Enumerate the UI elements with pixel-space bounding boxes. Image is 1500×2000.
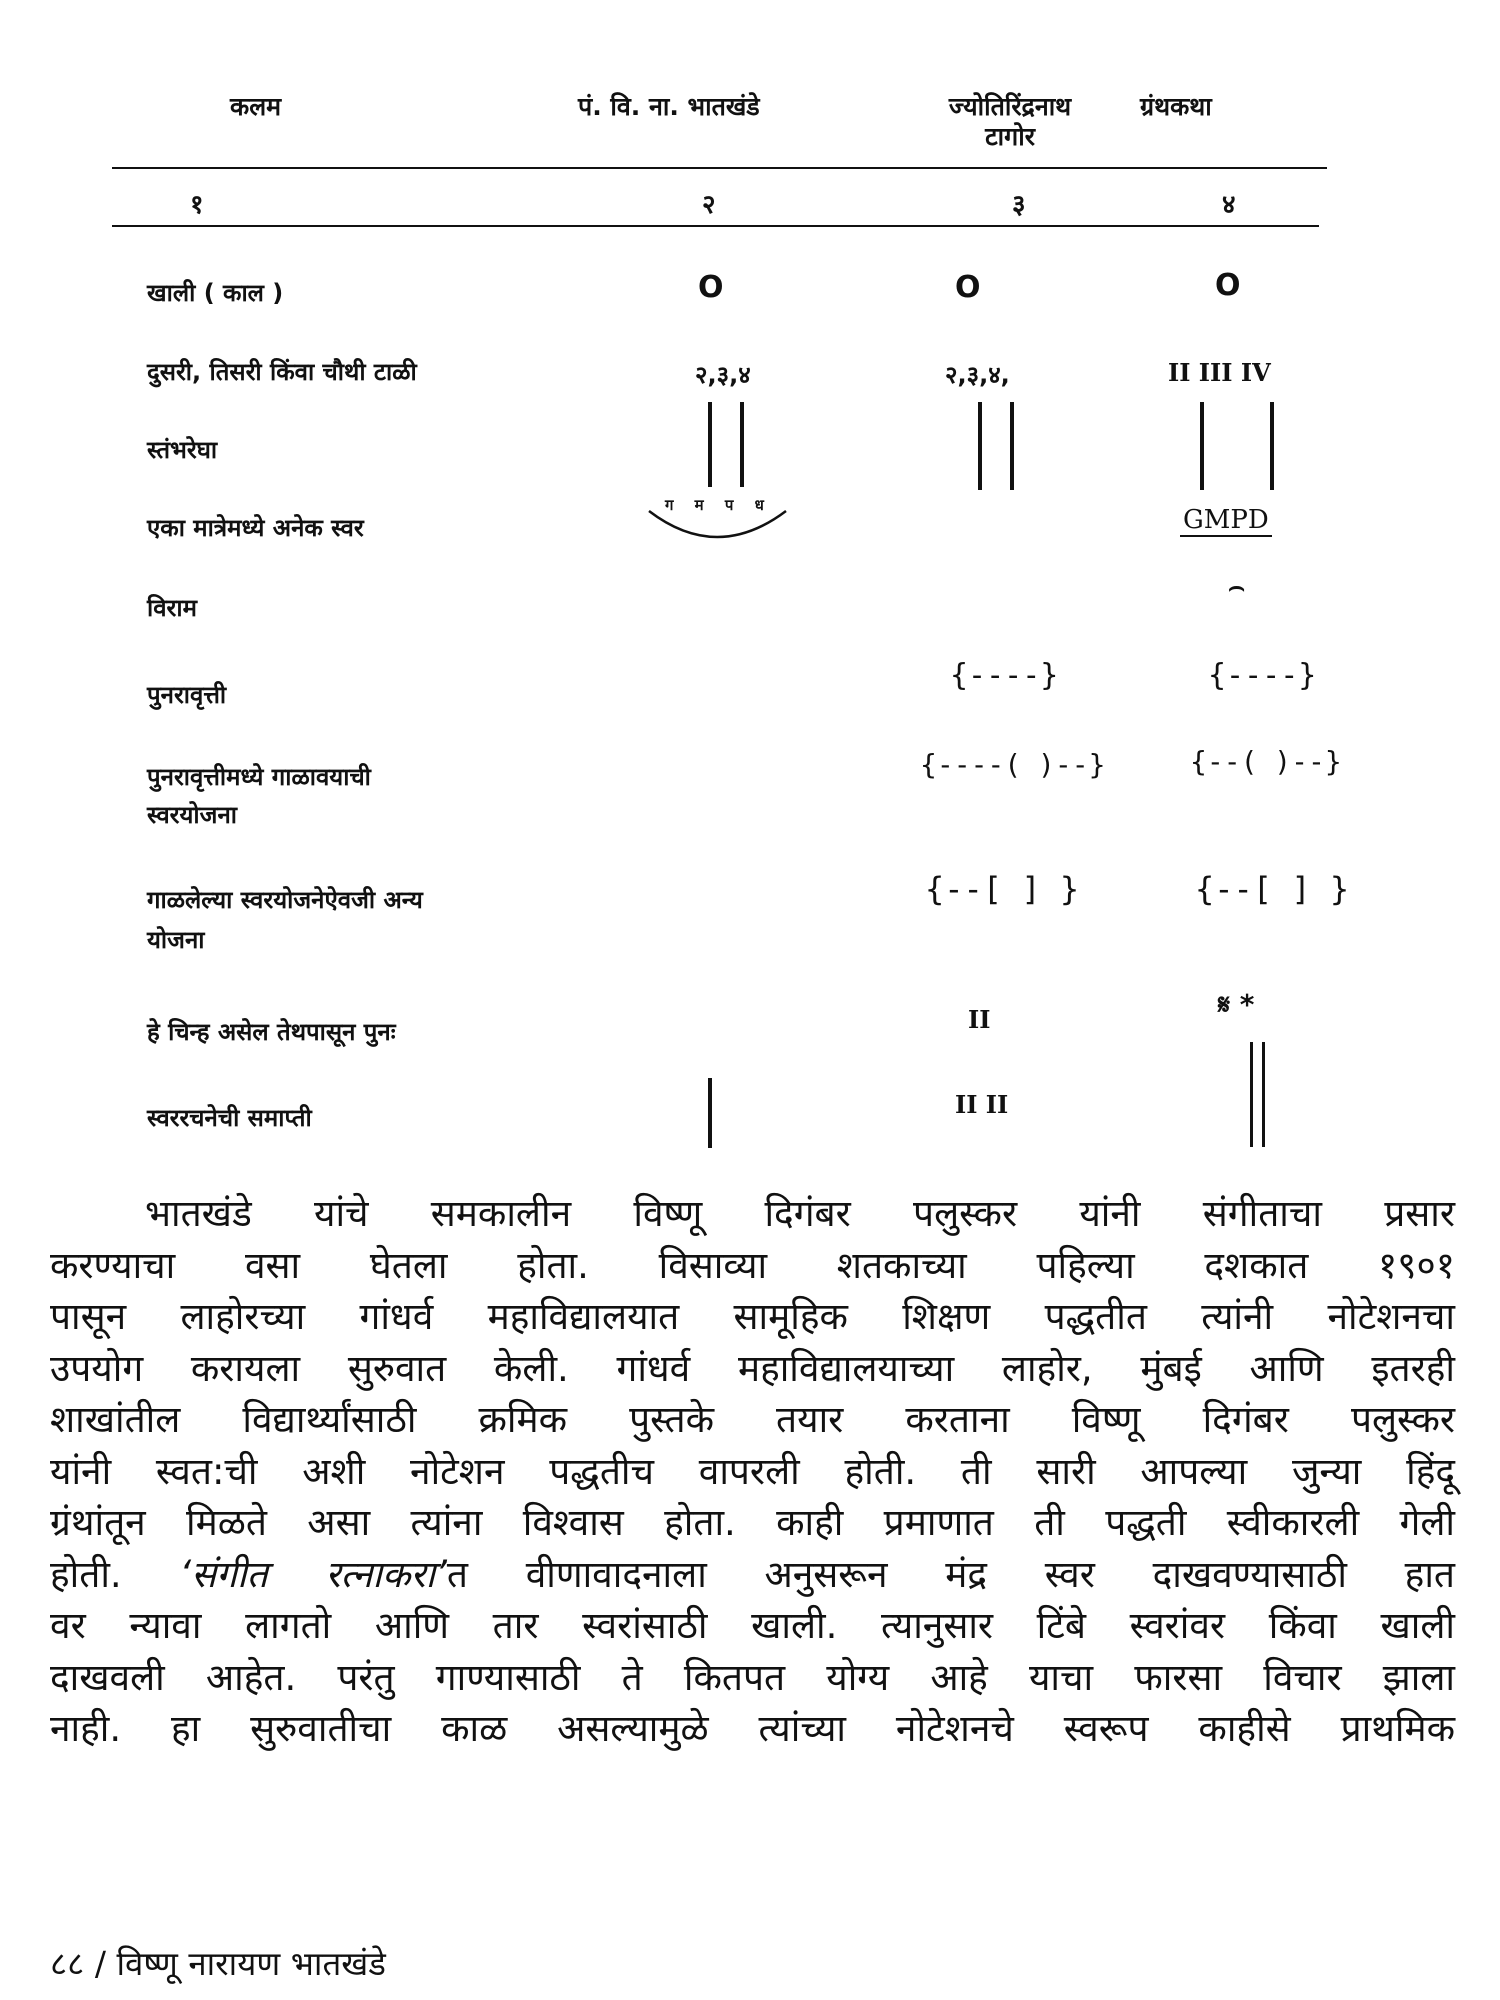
row-label-repeat-sign: हे चिन्ह असेल तेथपासून पुनः	[147, 1018, 396, 1046]
paragraph-line-8-pre: होती.	[50, 1552, 180, 1596]
row-label-viram: विराम	[147, 594, 197, 622]
row-label-alternative	[147, 880, 423, 960]
paragraph-line-1: भातखंडे यांचे समकालीन विष्णू दिगंबर पलुस्कर यांनी संगीताचा प्रसार	[145, 1192, 1455, 1235]
paragraph-line-3: पासून लाहोरच्या गांधर्व महाविद्यालयात सामूहिक शिक्षण पद्धतीत त्यांनी नोटेशनचा	[50, 1295, 1455, 1338]
row-label-khali: खाली ( काल )	[147, 279, 284, 307]
symbol-tali-col3: २,३,४,	[945, 361, 1010, 389]
paragraph-line-7: ग्रंथांतून मिळते असा त्यांना विश्वास होता. काही प्रमाणात ती पद्धती स्वीकारली गेली	[50, 1501, 1455, 1544]
endline-col4-b	[1262, 1042, 1265, 1147]
header-rule-top	[112, 167, 1327, 169]
symbol-end-col3: II II	[955, 1090, 1009, 1119]
header-column-3-line2: टागोर	[985, 122, 1035, 151]
symbol-omit-col4: {--( )--}	[1190, 745, 1342, 778]
symbol-repeat-sign-col4: 𝄋 *	[1218, 988, 1255, 1021]
row-label-end: स्वररचनेची समाप्ती	[147, 1104, 312, 1132]
barline-col2-a	[708, 402, 712, 487]
endline-col2	[708, 1078, 712, 1148]
paragraph-line-10: दाखवली आहेत. परंतु गाण्यासाठी ते कितपत योग्य आहे याचा फारसा विचार झाला	[50, 1655, 1455, 1699]
page-footer	[50, 1940, 386, 1985]
symbol-repeat-sign-col3: II	[968, 1005, 991, 1034]
row-label-stambhrekha: स्तंभरेघा	[147, 436, 218, 464]
symbol-alternative-col3: {--[ ] }	[925, 870, 1080, 908]
row-label-omit-line2: स्वरयोजना	[147, 801, 237, 829]
symbol-khali-col3: O	[955, 270, 981, 305]
footer-separator: /	[94, 1944, 106, 1983]
symbol-matra-col4: GMPD	[1180, 505, 1272, 537]
header-column-3	[905, 92, 1115, 152]
barline-col3-b	[1010, 402, 1014, 490]
slur-arc-icon	[645, 505, 790, 550]
column-number-2: २	[702, 190, 716, 220]
barline-col3-a	[978, 402, 982, 490]
endline-col4-a	[1250, 1042, 1253, 1147]
footer-book-title: विष्णू नारायण भातखंडे	[116, 1944, 386, 1983]
row-label-matra: एका मात्रेमध्ये अनेक स्वर	[147, 514, 364, 542]
column-number-3: ३	[1012, 190, 1026, 220]
symbol-tali-col2: २,३,४	[695, 361, 751, 389]
paragraph-line-8	[50, 1549, 1455, 1601]
symbol-khali-col2: O	[698, 270, 724, 305]
paragraph-line-8-post: त वीणावादनाला अनुसरून मंद्र स्वर दाखवण्यासाठी हात	[446, 1552, 1455, 1596]
book-title-sangeet-ratnakar: ‘संगीत रत्नाकरा’	[179, 1552, 447, 1596]
body-paragraph	[50, 1188, 1455, 1755]
symbol-matra-col2: ग म प ध	[665, 496, 772, 514]
row-label-tali: दुसरी, तिसरी किंवा चौथी टाळी	[147, 358, 417, 386]
paragraph-line-6: यांनी स्वत:ची अशी नोटेशन पद्धतीच वापरली होती. ती सारी आपल्या जुन्या हिंदू	[50, 1449, 1455, 1493]
symbol-repeat-col4: {----}	[1208, 658, 1317, 693]
page-number: ८८	[50, 1944, 85, 1983]
paragraph-line-9: वर न्यावा लागतो आणि तार स्वरांसाठी खाली. त्यानुसार टिंबे स्वरांवर किंवा खाली	[50, 1604, 1455, 1647]
barline-col4-a	[1200, 402, 1204, 490]
symbol-khali-col4: O	[1215, 268, 1241, 303]
symbol-omit-col3: {----( )--}	[920, 748, 1106, 781]
column-number-4: ४	[1222, 190, 1236, 220]
symbol-alternative-col4: {--[ ] }	[1195, 870, 1350, 908]
column-number-1: १	[190, 190, 204, 220]
paragraph-line-2: करण्याचा वसा घेतला होता. विसाव्या शतकाच्या पहिल्या दशकात १९०१	[50, 1243, 1455, 1287]
paragraph-line-5: शाखांतील विद्यार्थ्यांसाठी क्रमिक पुस्तके तयार करताना विष्णू दिगंबर पलुस्कर	[50, 1398, 1455, 1441]
symbol-tali-col4: II III IV	[1168, 358, 1271, 387]
symbol-viram-col4: ⌢	[1228, 572, 1246, 602]
paragraph-line-11: नाही. हा सुरुवातीचा काळ असल्यामुळे त्यांच्या नोटेशनचे स्वरूप काहीसे प्राथमिक	[50, 1707, 1455, 1750]
row-label-punaravrutti: पुनरावृत्ती	[147, 681, 227, 709]
row-label-alternative-line1: गाळलेल्या स्वरयोजनेऐवजी अन्य	[147, 886, 423, 914]
barline-col2-b	[740, 402, 744, 487]
header-rule-bottom	[112, 225, 1319, 227]
paragraph-line-4: उपयोग करायला सुरुवात केली. गांधर्व महाविद्यालयाच्या लाहोर, मुंबई आणि इतरही	[50, 1346, 1455, 1390]
row-label-omit	[147, 758, 371, 834]
symbol-repeat-col3: {----}	[950, 658, 1059, 693]
row-label-omit-line1: पुनरावृत्तीमध्ये गाळावयाची	[147, 763, 371, 791]
header-column-3-line1: ज्योतिरिंद्रनाथ	[948, 92, 1072, 121]
row-label-alternative-line2: योजना	[147, 926, 205, 954]
header-column-4: ग्रंथकथा	[1140, 92, 1212, 121]
barline-col4-b	[1270, 402, 1274, 490]
header-column-2: पं. वि. ना. भातखंडे	[578, 92, 760, 121]
header-column-1: कलम	[230, 92, 282, 121]
